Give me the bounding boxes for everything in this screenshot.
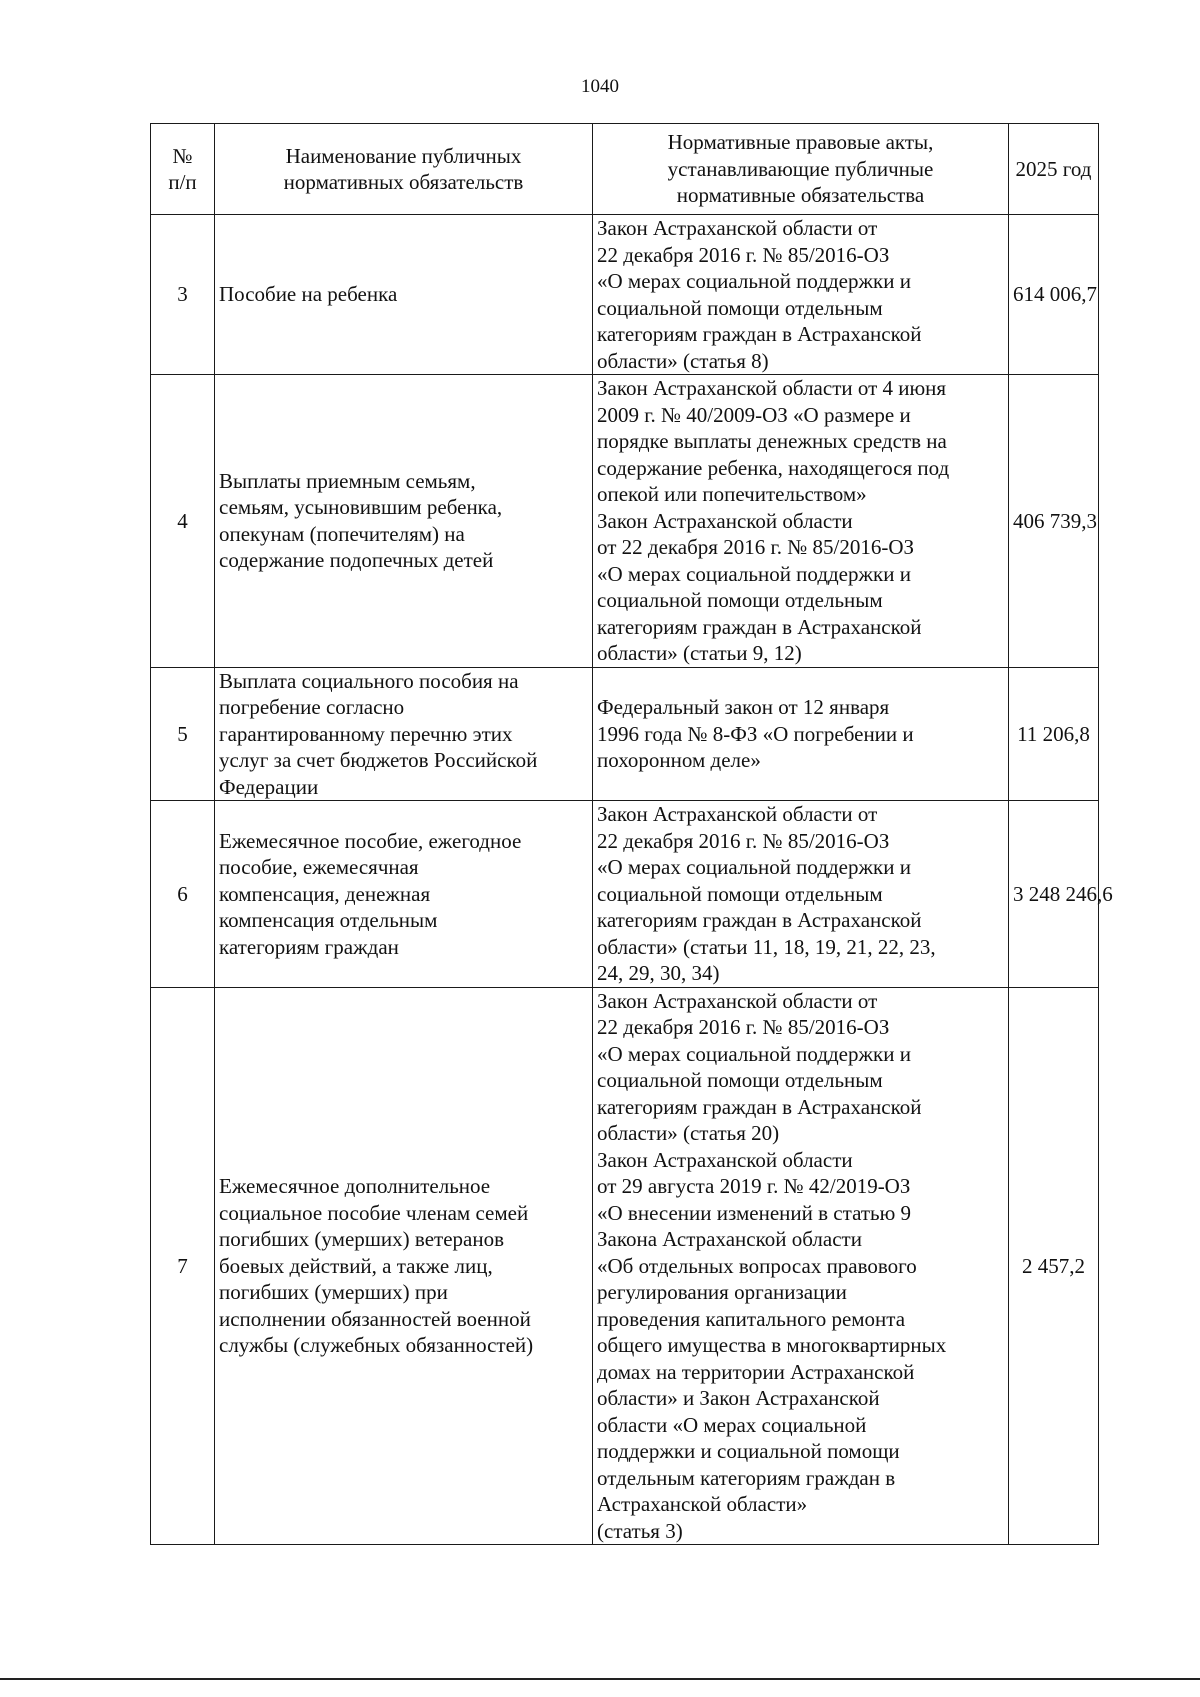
legal-act-line: Закон Астраханской области от [597,988,878,1013]
legal-act-line: Астраханской области» [597,1492,808,1516]
legal-act-line: содержание ребенка, находящегося под [597,455,950,480]
legal-act-line: области» (статья 8) [597,348,769,373]
legal-acts [593,215,1009,375]
obligation-name-line: опекунам (попечителям) на [219,521,465,546]
row-number: 5 [151,667,215,801]
legal-act-line: Закон Астраханской области от 4 июня [597,376,947,400]
obligation-name-line: семьям, усыновившим ребенка, [219,495,503,520]
amount-2025: 3 248 246,6 [1009,801,1099,988]
obligation-name-line: категориям граждан [219,934,399,959]
legal-act-line: порядке выплаты денежных средств на [597,429,947,453]
amount-2025: 614 006,7 [1009,215,1099,375]
obligation-name-line: службы (служебных обязанностей) [219,1333,534,1357]
legal-acts [593,801,1009,988]
legal-act-line: «Об отдельных вопросах правового [597,1253,917,1278]
bottom-rule [0,1678,1200,1680]
row-number: 6 [151,801,215,988]
legal-act-line: категориям граждан в Астраханской [597,1094,922,1119]
legal-act-line: социальной помощи отдельным [597,588,883,612]
table-header-row [151,124,1099,215]
obligation-name-line: социальное пособие членам семей [219,1200,529,1225]
header-line: п/п [168,170,197,194]
obligation-name-line: боевых действий, а также лиц, [219,1253,493,1278]
header-line: нормативных обязательств [283,170,524,194]
legal-act-line: «О внесении изменений в статью 9 [597,1200,912,1225]
legal-act-line: от 22 декабря 2016 г. № 85/2016-ОЗ [597,535,914,559]
legal-act-line: отдельным категориям граждан в [597,1465,896,1490]
obligation-name [215,375,593,668]
table-row [151,801,1099,988]
legal-act-line: социальной помощи отдельным [597,881,883,906]
legal-act-line: 1996 года № 8-ФЗ «О погребении и [597,721,914,746]
legal-act-line: регулирования организации [597,1280,847,1304]
row-number: 7 [151,987,215,1545]
obligation-name [215,215,593,375]
legal-act-line: общего имущества в многоквартирных [597,1333,947,1357]
header-line: № [172,143,193,168]
legal-act-line: опекой или попечительством» [597,482,867,506]
header-line: устанавливающие публичные [667,156,934,181]
legal-act-line: проведения капитального ремонта [597,1306,906,1331]
amount-2025: 11 206,8 [1009,667,1099,801]
obligation-name-line: Выплаты приемным семьям, [219,468,476,493]
legal-acts [593,667,1009,801]
legal-act-line: от 29 августа 2019 г. № 42/2019-ОЗ [597,1174,911,1198]
obligation-name-line: компенсация отдельным [219,908,438,932]
legal-act-line: Закона Астраханской области [597,1227,862,1251]
legal-act-line: «О мерах социальной поддержки и [597,561,911,586]
obligation-name-line: Пособие на ребенка [219,282,398,307]
header-line: нормативные обязательства [676,183,925,208]
legal-act-line: категориям граждан в Астраханской [597,614,922,639]
table-row [151,667,1099,801]
amount-2025: 406 739,3 [1009,375,1099,668]
amount-2025: 2 457,2 [1009,987,1099,1545]
legal-acts [593,987,1009,1545]
legal-act-line: области» (статьи 11, 18, 19, 21, 22, 23, [597,934,936,959]
legal-act-line: 22 декабря 2016 г. № 85/2016-ОЗ [597,242,890,267]
legal-act-line: 22 декабря 2016 г. № 85/2016-ОЗ [597,828,890,853]
obligation-name [215,801,593,988]
obligations-table [150,123,1113,1545]
legal-act-line: «О мерах социальной поддержки и [597,1041,911,1066]
legal-act-line: области «О мерах социальной [597,1412,867,1437]
legal-act-line: социальной помощи отдельным [597,1068,883,1092]
legal-act-line: 24, 29, 30, 34) [597,961,720,985]
obligation-name-line: Ежемесячное дополнительное [219,1174,491,1198]
header-acts [593,124,1009,215]
legal-act-line: Закон Астраханской области [597,1147,853,1172]
page-number: 1040 [581,76,619,97]
legal-act-line: Закон Астраханской области от [597,802,878,826]
header-name [215,124,593,215]
table-row [151,987,1099,1545]
header-line: Наименование публичных [285,143,522,168]
legal-acts [593,375,1009,668]
header-number [151,124,215,215]
legal-act-line: (статья 3) [597,1518,683,1543]
legal-act-line: Федеральный закон от 12 января [597,695,890,719]
legal-act-line: Закон Астраханской области от [597,216,878,240]
obligation-name-line: Федерации [219,774,319,799]
row-number: 4 [151,375,215,668]
obligation-name-line: компенсация, денежная [219,881,431,906]
legal-act-line: «О мерах социальной поддержки и [597,269,911,293]
legal-act-line: похоронном деле» [597,748,761,772]
table-body [151,215,1113,1545]
obligation-name-line: гарантированному перечню этих [219,721,513,746]
obligation-name-line: исполнении обязанностей военной [219,1306,531,1331]
legal-act-line: «О мерах социальной поддержки и [597,855,911,879]
legal-act-line: домах на территории Астраханской [597,1359,915,1384]
obligation-name-line: погибших (умерших) при [219,1280,448,1304]
legal-act-line: 2009 г. № 40/2009-ОЗ «О размере и [597,402,911,427]
obligation-name [215,987,593,1545]
obligation-name-line: услуг за счет бюджетов Российской [219,748,538,772]
header-year: 2025 год [1009,124,1099,215]
legal-act-line: категориям граждан в Астраханской [597,908,922,932]
legal-act-line: области» и Закон Астраханской [597,1386,880,1410]
obligation-name-line: Выплата социального пособия на [219,668,519,693]
legal-act-line: 22 декабря 2016 г. № 85/2016-ОЗ [597,1015,890,1039]
legal-act-line: поддержки и социальной помощи [597,1439,900,1463]
legal-act-line: области» (статьи 9, 12) [597,641,802,665]
legal-act-line: социальной помощи отдельным [597,295,883,320]
obligation-name-line: погребение согласно [219,695,405,719]
legal-act-line: Закон Астраханской области [597,508,853,533]
legal-act-line: области» (статья 20) [597,1121,780,1145]
legal-act-line: категориям граждан в Астраханской [597,322,922,346]
row-number: 3 [151,215,215,375]
obligation-name-line: пособие, ежемесячная [219,855,419,879]
header-line: Нормативные правовые акты, [667,130,934,155]
obligation-name [215,667,593,801]
obligation-name-line: содержание подопечных детей [219,548,494,573]
obligation-name-line: Ежемесячное пособие, ежегодное [219,828,522,853]
table-row [151,375,1099,668]
obligation-name-line: погибших (умерших) ветеранов [219,1227,504,1251]
table-row [151,215,1099,375]
